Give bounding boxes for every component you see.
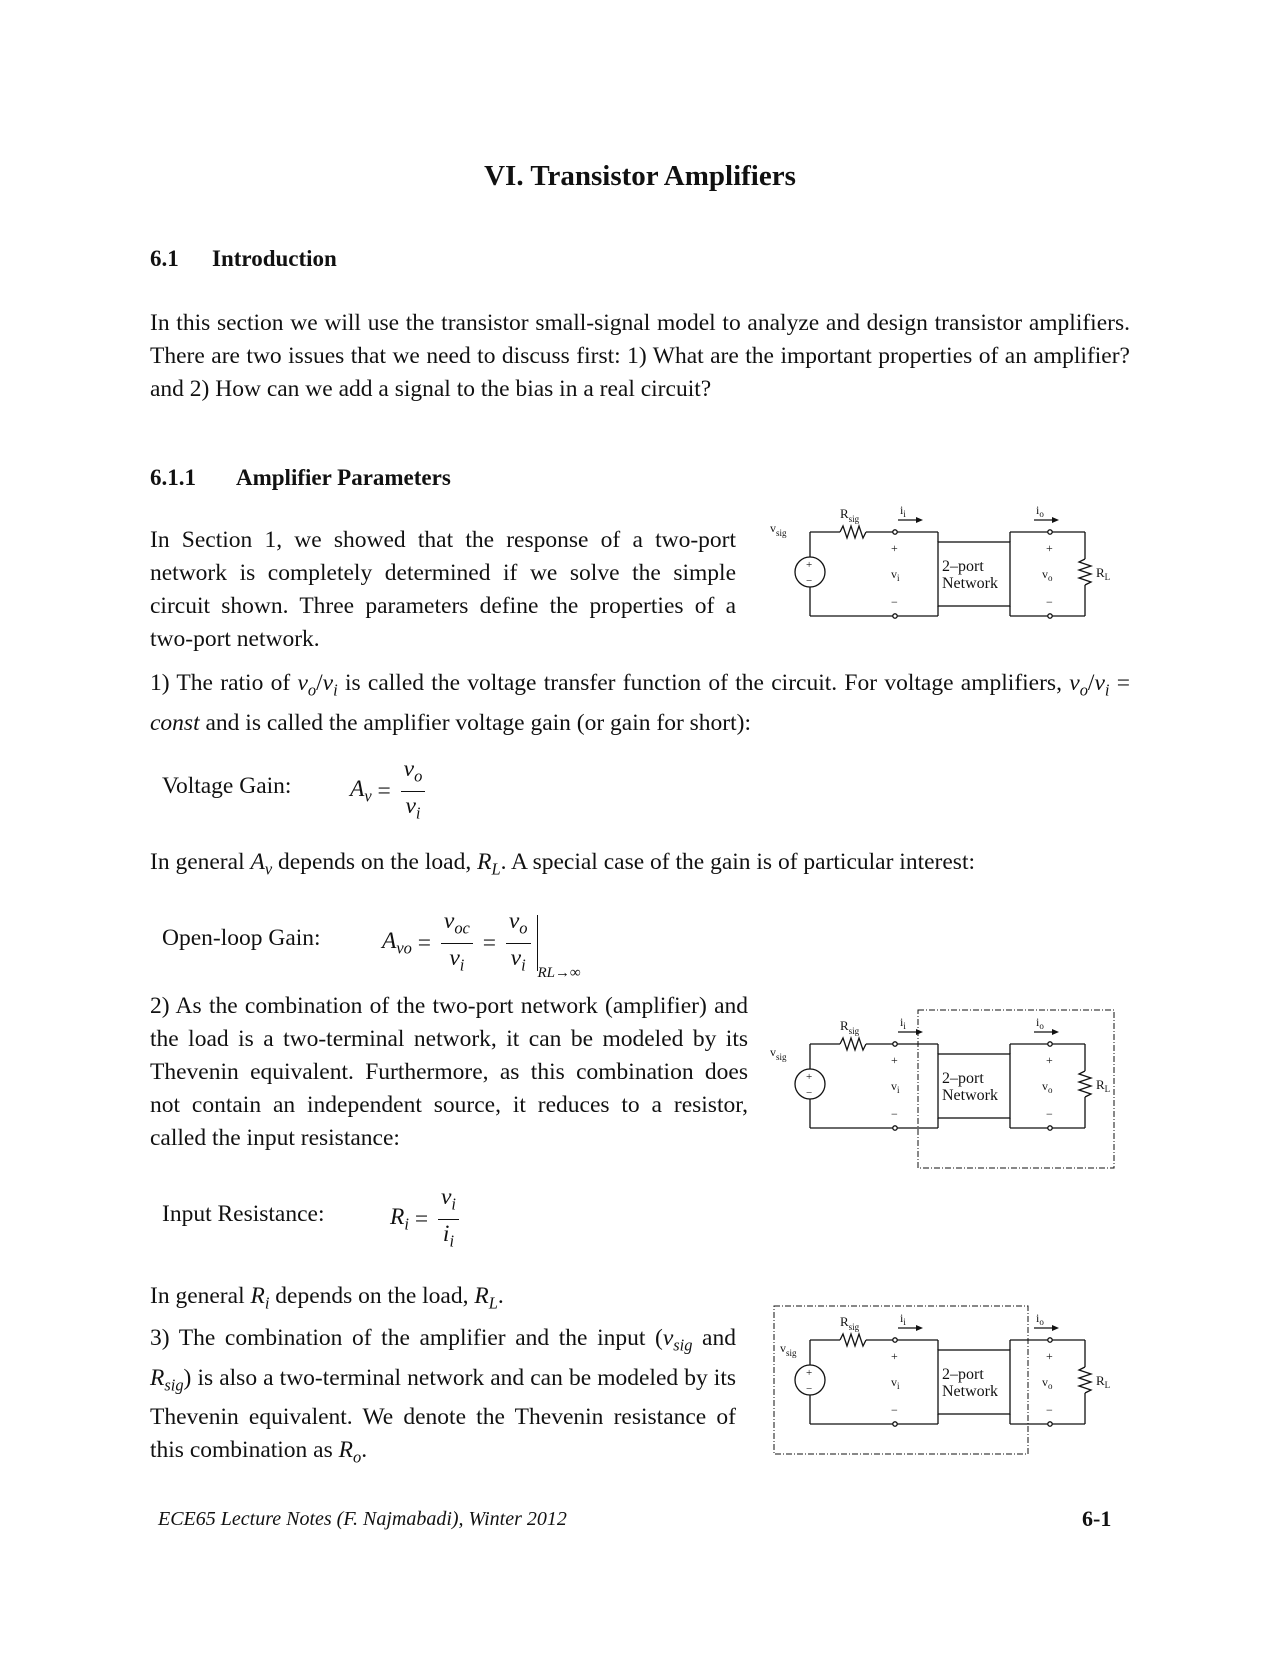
section-heading	[150, 246, 337, 272]
source-plus: +	[806, 1071, 813, 1083]
network-label-line2: Network	[942, 1383, 998, 1400]
ii-label: $i_i$	[900, 1015, 906, 1031]
vo-plus: +	[1046, 1349, 1053, 1363]
vo-label: $v_o$	[1042, 1079, 1053, 1095]
vo-label: $v_o$	[1042, 1375, 1053, 1391]
vi-plus: +	[891, 1349, 898, 1363]
vo-plus: +	[1046, 1053, 1053, 1067]
two-port-circuit-diagram	[770, 504, 1130, 634]
general-ri-paragraph: In general $R_i$ depends on the load, $R_L$.	[150, 1283, 504, 1313]
network-label-line2: Network	[942, 1087, 998, 1104]
vi-plus: +	[891, 541, 898, 555]
page-title: VI. Transistor Amplifiers	[484, 160, 796, 192]
network-label-line2: Network	[942, 575, 998, 592]
network-label-line1: 2–port	[942, 1070, 984, 1087]
open-loop-gain-label: Open-loop Gain:	[162, 925, 321, 951]
vi-minus: −	[891, 595, 898, 609]
vi-minus: −	[891, 1107, 898, 1121]
io-label: $i_o$	[1036, 1311, 1044, 1327]
rsig-label: $R_{sig}$	[840, 1314, 860, 1332]
intro-paragraph: In this section we will use the transistor small-signal model to analyze and design transistor amplifiers. There are two issues that we need to discuss first: 1) What are the important properties of an amplifier? and 2) How can we add a signal to the bias in a real circuit?	[150, 310, 1130, 402]
section-title: Introduction	[212, 246, 337, 271]
input-resistance-equation: $R_i$ = $\frac{v_i}{i_i}$	[390, 1184, 463, 1254]
rsig-label: $R_{sig}$	[840, 506, 860, 524]
ii-label: $i_i$	[900, 1311, 906, 1327]
open-loop-gain-equation: $A_{vo}$ = $\frac{v_{oc}}{v_i}$ = $\frac{v_o}{v_i}$ RL→∞	[382, 908, 581, 982]
open-loop-limit: RL→∞	[537, 965, 581, 982]
network-label-line1: 2–port	[942, 558, 984, 575]
io-label: $i_o$	[1036, 1015, 1044, 1031]
section-number: 6.1	[150, 246, 179, 271]
vsig-label: $v_{sig}$	[770, 521, 787, 538]
vo-minus: −	[1046, 595, 1053, 609]
vi-label: $v_i$	[891, 1375, 900, 1391]
source-minus: −	[806, 575, 813, 587]
rl-label: $R_L$	[1096, 1373, 1111, 1390]
vo-minus: −	[1046, 1403, 1053, 1417]
network-label-line1: 2–port	[942, 1366, 984, 1383]
subsection-heading	[150, 465, 451, 491]
vi-minus: −	[891, 1403, 898, 1417]
thevenin-output-paragraph: 3) The combination of the amplifier and the input ($v_{sig}$ and $R_{sig}$) is also a two-terminal network and can be modeled by its Thevenin equivalent. We denote the Thevenin resistance of this combination as $R_o$.	[150, 1325, 736, 1468]
subsection-number: 6.1.1	[150, 465, 196, 490]
page-number: 6-1	[1082, 1506, 1112, 1531]
ratio-paragraph: 1) The ratio of $v_o/v_i$ is called the voltage transfer function of the circuit. For voltage amplifiers, $v_o/v_i$ = const and is called the amplifier voltage gain (or gain for short):	[150, 670, 1130, 736]
source-plus: +	[806, 1367, 813, 1379]
two-port-paragraph: In Section 1, we showed that the response of a two-port network is completely determined if we solve the simple circuit shown. Three parameters define the properties of a two-port network.	[150, 527, 736, 652]
vi-plus: +	[891, 1053, 898, 1067]
source-plus: +	[806, 559, 813, 571]
ii-label: $i_i$	[900, 504, 906, 519]
rsig-label: $R_{sig}$	[840, 1018, 860, 1036]
footer-text: ECE65 Lecture Notes (F. Najmabadi), Winter 2012	[158, 1508, 567, 1530]
vo-label: $v_o$	[1042, 567, 1053, 583]
output-resistance-circuit-diagram	[770, 1300, 1130, 1470]
vi-label: $v_i$	[891, 1079, 900, 1095]
vi-label: $v_i$	[891, 567, 900, 583]
general-av-paragraph: In general $A_v$ depends on the load, $R_L$. A special case of the gain is of particular interest:	[150, 849, 975, 879]
voltage-gain-equation: $A_v$ = $\frac{v_o}{v_i}$	[350, 756, 429, 826]
input-resistance-label: Input Resistance:	[162, 1201, 325, 1227]
thevenin-input-paragraph: 2) As the combination of the two-port network (amplifier) and the load is a two-terminal network, it can be modeled by its Thevenin equivalent. Furthermore, as this combination does not contain an independent source, it reduces to a resistor, called the input resistance:	[150, 993, 748, 1151]
vo-minus: −	[1046, 1107, 1053, 1121]
voltage-gain-label: Voltage Gain:	[162, 773, 292, 799]
vo-plus: +	[1046, 541, 1053, 555]
io-label: $i_o$	[1036, 504, 1044, 519]
input-resistance-circuit-diagram	[770, 1004, 1130, 1174]
vsig-label: $v_{sig}$	[780, 1341, 797, 1358]
rl-label: $R_L$	[1096, 1077, 1111, 1094]
source-minus: −	[806, 1087, 813, 1099]
subsection-title: Amplifier Parameters	[236, 465, 451, 490]
rl-label: $R_L$	[1096, 565, 1111, 582]
source-minus: −	[806, 1383, 813, 1395]
vsig-label: $v_{sig}$	[770, 1045, 787, 1062]
